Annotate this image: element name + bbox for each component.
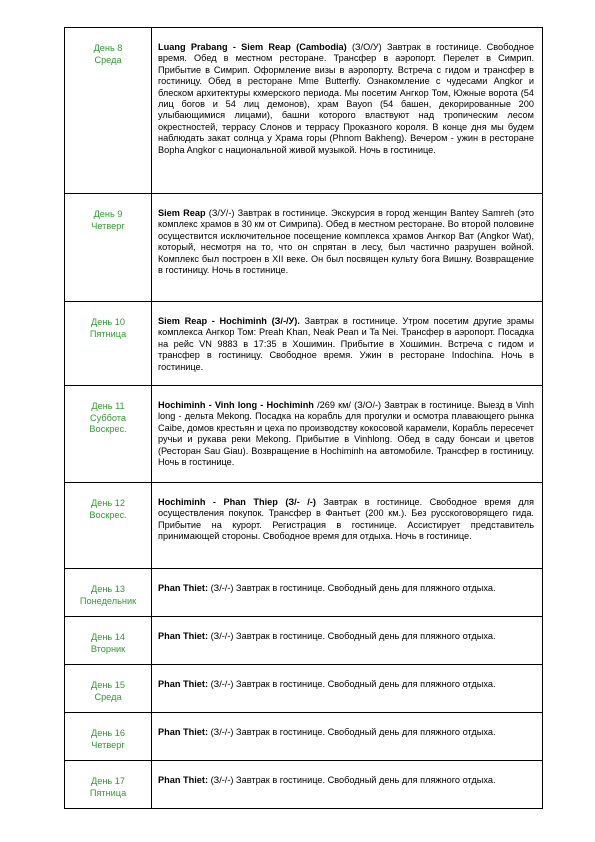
description-cell <box>152 483 543 569</box>
weekday-label: Воскрес. <box>89 509 127 520</box>
day-label: День 14 <box>91 632 125 642</box>
day-cell <box>65 713 152 761</box>
day-cell <box>65 28 152 194</box>
route-title: Hochiminh - Phan Thiep (З/- /-) <box>158 497 316 507</box>
route-title: Phan Thiet: <box>158 679 209 689</box>
day-label: День 17 <box>91 776 125 786</box>
description-text: (З/У/-) Завтрак в гостинице. Экскурсия в город женщин Bantey Samreh (это комплекс храмов в 30 км от Симрипа). Обед в местном ресторане. Во второй половине осуществится исключительное посещение комплекса храмов Ангкор Ват (Angkor Wat), который, несмотря на то, что он спрятан в лесу, был частично разрушен войной. Комплекс был построен в XII веке. Он был посвящен культу бога Вишну. Возвращение в гостиницу. Ночь в гостинице. <box>158 208 534 276</box>
weekday-label: Пятница <box>89 328 127 339</box>
day-cell <box>65 483 152 569</box>
table-row <box>65 483 543 569</box>
weekday-label: Вторник <box>90 643 126 654</box>
description-cell <box>152 617 543 665</box>
table-row <box>65 617 543 665</box>
day-label: День 13 <box>91 584 125 594</box>
description-cell <box>152 761 543 809</box>
table-row <box>65 302 543 386</box>
day-label: День 12 <box>91 498 125 508</box>
route-title: Siem Reap <box>158 208 206 218</box>
description-text: (З/-/-) Завтрак в гостинице. Свободный день для пляжного отдыха. <box>208 631 496 641</box>
description-text: (З/О/У) Завтрак в гостинице. Свободное время. Обед в местном ресторане. Трансфер в аэропорт. Перелет в Симрип. Прибытие в Симрип. Оформление визы в аэропорту. Встреча с гидом и трансфер в гостиницу. Обед в ресторане Mme Butterfly. Ознакомление с чудесами Angkor и блеском архитектуры кхмерского периода. Мы посетим Ангкор Том, Южные ворота (54 лиц богов и 54 лиц демонов), храм Bayon (54 башен, декорированные 200 улыбающимися лицами), башни которого властвуют над тропическим лесом окрестностей, террасу Слонов и террасу Проказного короля. В конце дня мы будем наблюдать закат солнца у Храма горы (Phnom Bakheng). Вечером - ужин в ресторане Bopha Angkor с национальной живой музыкой. Ночь в гостинице. <box>158 42 534 155</box>
route-title: Phan Thiet: <box>158 775 209 785</box>
day-cell <box>65 194 152 302</box>
table-row <box>65 761 543 809</box>
description-cell <box>152 713 543 761</box>
day-cell <box>65 386 152 483</box>
description-text: (З/-/-) Завтрак в гостинице. Свободный день для пляжного отдыха. <box>208 583 496 593</box>
day-cell <box>65 302 152 386</box>
day-label: День 10 <box>91 317 125 327</box>
description-text: (З/-/-) Завтрак в гостинице. Свободный день для пляжного отдыха. <box>208 679 496 689</box>
weekday-label-2: Воскрес. <box>89 424 127 434</box>
description-text: (З/-/-) Завтрак в гостинице. Свободный день для пляжного отдыха. <box>208 727 496 737</box>
table-row <box>65 386 543 483</box>
weekday-label: Четверг <box>91 220 125 231</box>
weekday-label: Четверг <box>91 739 125 750</box>
day-cell <box>65 617 152 665</box>
weekday-label: Понедельник <box>79 595 137 606</box>
itinerary-table <box>64 27 543 809</box>
route-title: Siem Reap - Hochiminh (З/-/У). <box>158 316 300 326</box>
day-cell <box>65 665 152 713</box>
table-row <box>65 28 543 194</box>
day-label: День 8 <box>93 43 123 53</box>
day-cell <box>65 569 152 617</box>
table-row <box>65 713 543 761</box>
day-label: День 9 <box>93 209 123 219</box>
description-text: Завтрак в гостинице. Утром посетим другие зрамы комплекса Ангкор Том: Preah Khan, Neak Pean и Ta Nei. Трансфер в аэропорт. Посадка на рейс VN 9883 в 17:35 в Хошимин. Прибытие в Хошимин. Встреча с гидом и трансфер в гостиницу. Свободное время. Ужин в ресторане Indochina. Ночь в гостинице. <box>158 316 534 372</box>
description-cell <box>152 569 543 617</box>
table-row <box>65 194 543 302</box>
description-cell <box>152 194 543 302</box>
description-text: Завтрак в гостинице. Свободное время для осуществления покупок. Трансфер в Фантьет (200 км.). Без русскоговорящего гида. Прибытие на курорт. Регистрация в гостинице. Ассистирует представитель принимающей стороны. Свободное время для отдыха. Ночь в гостинице. <box>158 497 534 542</box>
description-cell <box>152 302 543 386</box>
route-title: Phan Thiet: <box>158 727 209 737</box>
description-cell <box>152 665 543 713</box>
weekday-label: Суббота <box>90 412 126 423</box>
day-cell <box>65 761 152 809</box>
description-cell <box>152 386 543 483</box>
weekday-label: Среда <box>94 54 122 65</box>
route-title: Phan Thiet: <box>158 583 209 593</box>
day-label: День 11 <box>91 401 125 411</box>
route-title: Luang Prabang - Siem Reap (Cambodia) <box>158 42 347 52</box>
route-title: Hochiminh - Vinh long - Hochiminh <box>158 400 314 410</box>
day-label: День 15 <box>91 680 125 690</box>
table-row <box>65 569 543 617</box>
table-row <box>65 665 543 713</box>
weekday-label: Пятница <box>89 787 127 798</box>
route-title: Phan Thiet: <box>158 631 209 641</box>
weekday-label: Среда <box>94 691 122 702</box>
description-text: /269 км/ (З/О/-) Завтрак в гостинице. Выезд в Vinh long - дельта Mekong. Посадка на корабль для прогулки и осмотра плавающего рынка Caibe, домов крестьян и цеха по производству кокосовой карамели, Корабль пересечет ручьи и рукава реки Mekong. Прибытие в Vinhlong. Обед в саду бонсаи и цветов (Ресторан Sau Giau). Возвращение в Hochiminh на автомобиле. Трансфер в гостиницу. Ночь в гостинице. <box>158 400 534 468</box>
description-text: (З/-/-) Завтрак в гостинице. Свободный день для пляжного отдыха. <box>208 775 496 785</box>
description-cell <box>152 28 543 194</box>
day-label: День 16 <box>91 728 125 738</box>
